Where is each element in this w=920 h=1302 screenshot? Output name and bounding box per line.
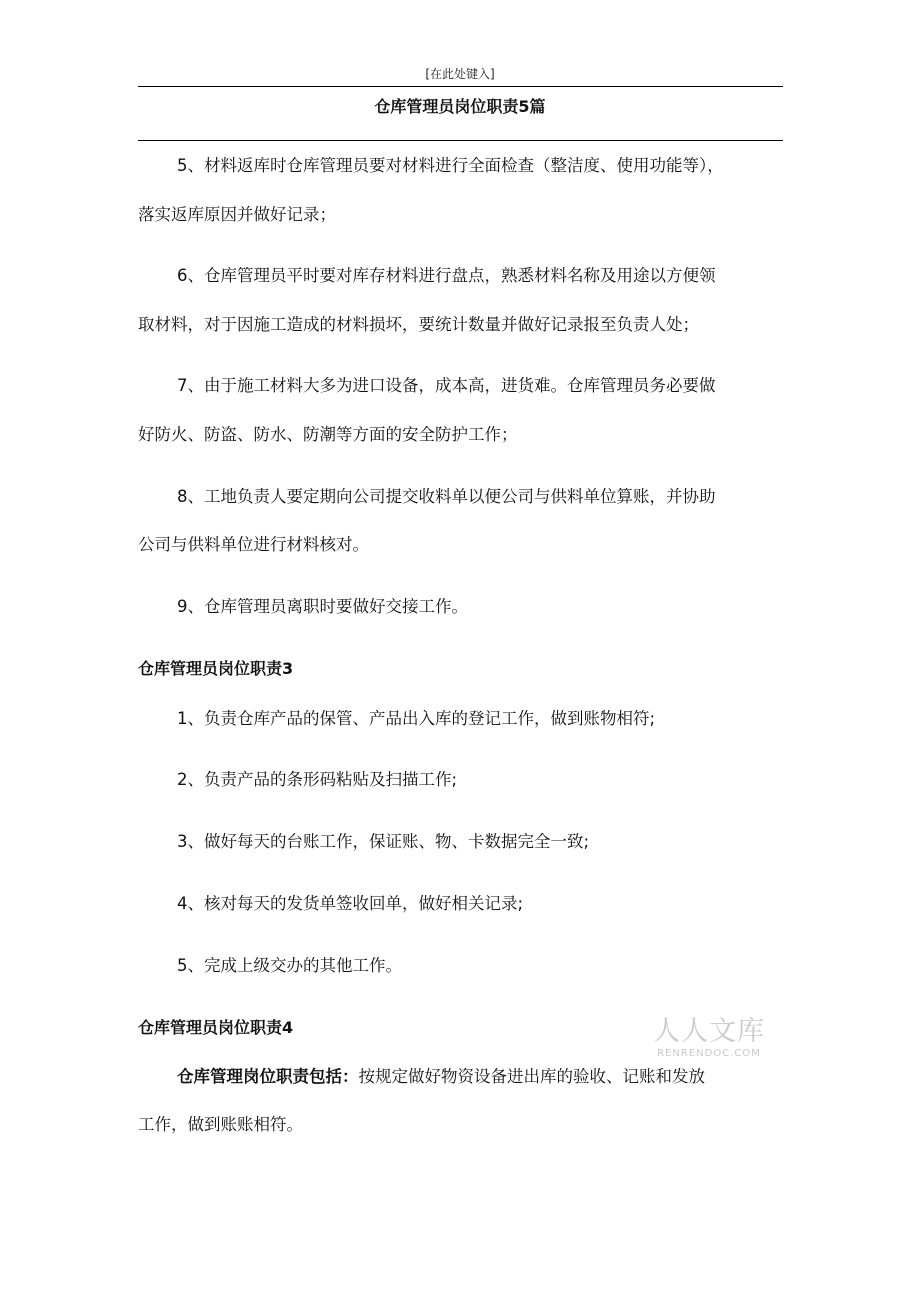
paragraph-6-line-1: 6、仓库管理员平时要对库存材料进行盘点，熟悉材料名称及用途以方便领 (177, 266, 716, 285)
section-3-item-3: 3、做好每天的台账工作，保证账、物、卡数据完全一致; (177, 832, 590, 851)
watermark-title: 人人文库 (653, 1016, 765, 1047)
paragraph-7-line-1: 7、由于施工材料大多为进口设备，成本高，进货难。仓库管理员务必要做 (177, 376, 716, 395)
document-title: 仓库管理员岗位职责5篇 (374, 97, 546, 116)
section-3-item-2: 2、负责产品的条形码粘贴及扫描工作; (177, 770, 458, 789)
paragraph-5-line-1: 5、材料返库时仓库管理员要对材料进行全面检查（整洁度、使用功能等）， (177, 156, 724, 175)
section-4-lead-text: 按规定做好物资设备进出库的验收、记账和发放 (358, 1067, 705, 1086)
section-4-line-1 (177, 1065, 827, 1089)
section-3-item-5: 5、完成上级交办的其他工作。 (177, 956, 402, 975)
section-3-item-1: 1、负责仓库产品的保管、产品出入库的登记工作，做到账物相符; (177, 709, 656, 728)
section-3-heading: 仓库管理员岗位职责3 (138, 659, 294, 678)
section-3-item-4: 4、核对每天的发货单签收回单，做好相关记录; (177, 894, 524, 913)
paragraph-9-line-1: 9、仓库管理员离职时要做好交接工作。 (177, 597, 468, 616)
paragraph-5-line-2: 落实返库原因并做好记录； (138, 205, 336, 224)
section-4-line-2: 工作，做到账账相符。 (138, 1115, 303, 1134)
paragraph-8-line-2: 公司与供料单位进行材料核对。 (138, 535, 369, 554)
header-rule (138, 86, 783, 87)
section-4-lead-label: 仓库管理岗位职责包括： (177, 1067, 359, 1086)
title-rule (138, 140, 783, 141)
watermark (646, 1016, 772, 1060)
paragraph-7-line-2: 好防火、防盗、防水、防潮等方面的安全防护工作； (138, 425, 518, 444)
header-placeholder: [在此处键入] (425, 67, 495, 81)
section-4-heading: 仓库管理员岗位职责4 (138, 1018, 294, 1037)
paragraph-8-line-1: 8、工地负责人要定期向公司提交收料单以便公司与供料单位算账，并协助 (177, 487, 716, 506)
watermark-subtitle: RENRENDOC.COM (657, 1048, 761, 1059)
paragraph-6-line-2: 取材料，对于因施工造成的材料损坏，要统计数量并做好记录报至负责人处； (138, 315, 699, 334)
